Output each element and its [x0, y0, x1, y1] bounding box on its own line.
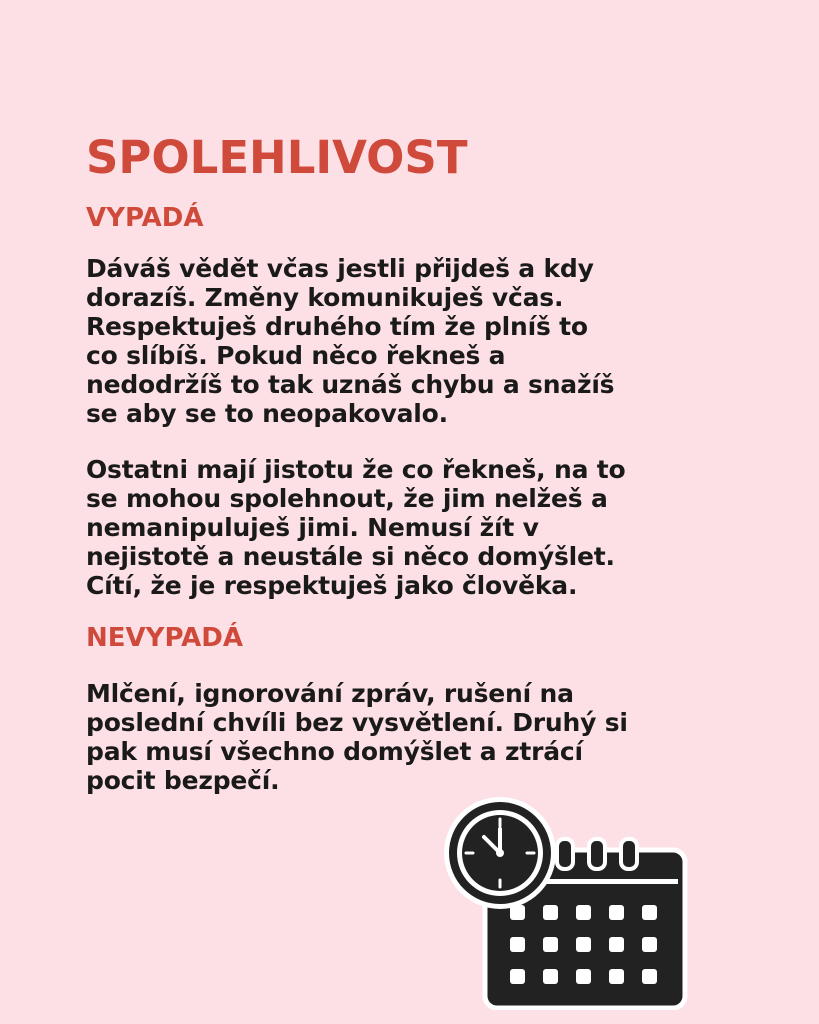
text-line: se aby se to neopakovalo.: [86, 399, 448, 428]
text-line: se mohou spolehnout, že jim nelžeš a: [86, 484, 608, 513]
paragraph-vypada-2: [86, 455, 746, 600]
paragraph-nevypada: [86, 679, 746, 795]
text-line: Respektuješ druhého tím že plníš to: [86, 312, 588, 341]
text-line: Cítí, že je respektuješ jako člověka.: [86, 571, 578, 600]
clock-calendar-illustration: [440, 795, 690, 1010]
clock-icon: [444, 797, 556, 909]
text-line: nedodržíš to tak uznáš chybu a snažíš: [86, 370, 615, 399]
text-line: Mlčení, ignorování zpráv, rušení na: [86, 679, 574, 708]
text-line: pocit bezpečí.: [86, 766, 280, 795]
section-heading-vypada: VYPADÁ: [86, 203, 204, 233]
section-heading-nevypada: NEVYPADÁ: [86, 623, 243, 653]
text-line: dorazíš. Změny komunikuješ včas.: [86, 283, 564, 312]
paragraph-vypada-1: [86, 254, 746, 428]
text-line: nejistotě a neustále si něco domýšlet.: [86, 542, 615, 571]
text-line: nemanipuluješ jimi. Nemusí žít v: [86, 513, 539, 542]
text-line: Ostatni mají jistotu že co řekneš, na to: [86, 455, 626, 484]
text-line: pak musí všechno domýšlet a ztrácí: [86, 737, 583, 766]
text-line: poslední chvíli bez vysvětlení. Druhý si: [86, 708, 628, 737]
text-line: Dáváš vědět včas jestli přijdeš a kdy: [86, 254, 594, 283]
text-line: co slíbíš. Pokud něco řekneš a: [86, 341, 506, 370]
page-title: SPOLEHLIVOST: [86, 131, 468, 184]
